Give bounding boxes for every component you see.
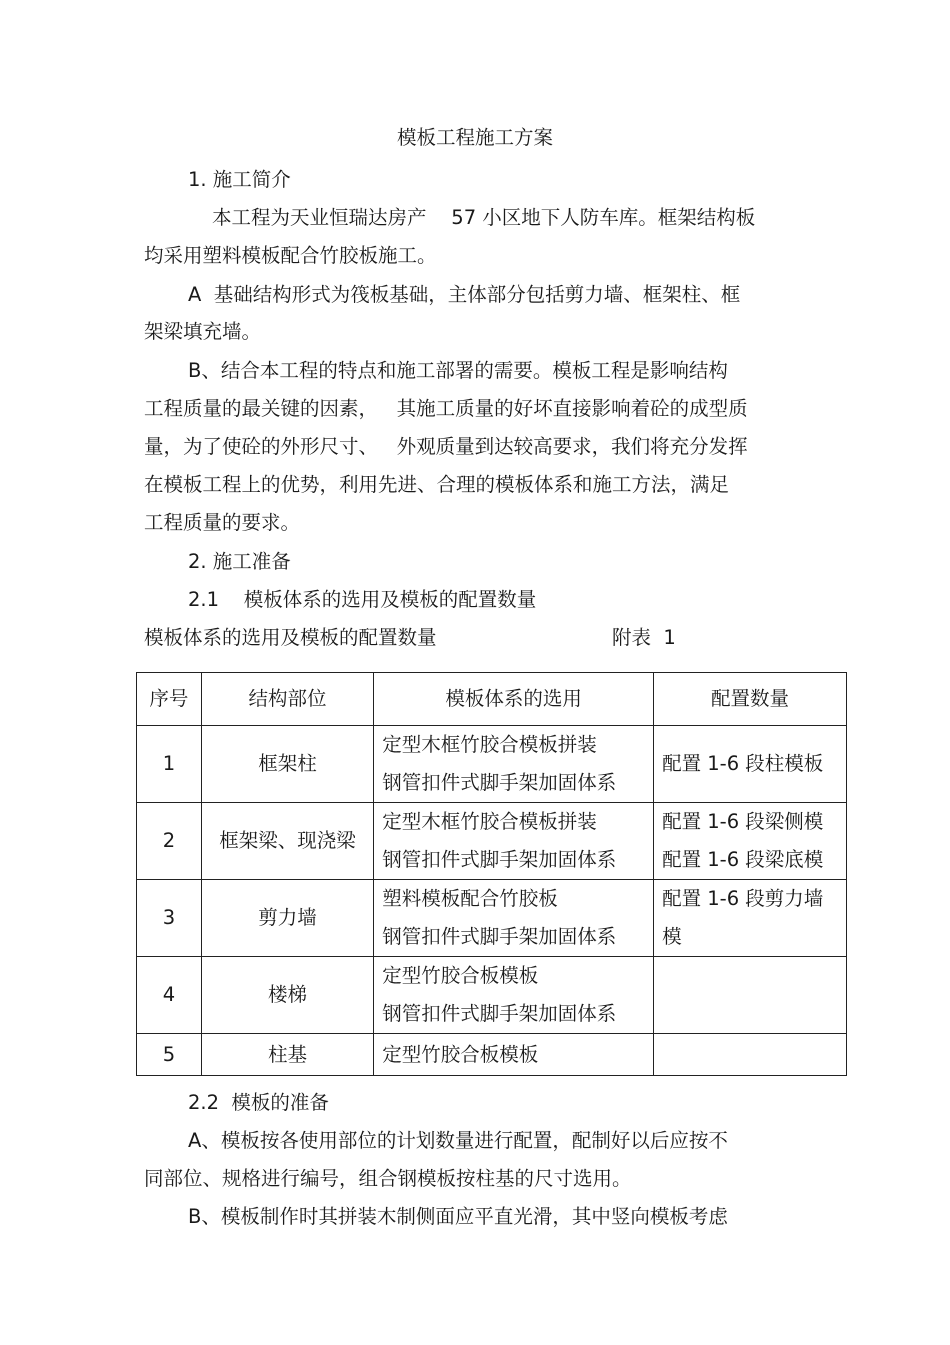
header-qty: 配置数量: [654, 673, 847, 726]
paragraph-1-line-1: 本工程为天业恒瑞达房产 57 小区地下人防车库。框架结构板: [212, 206, 756, 229]
row-qty: [654, 880, 847, 957]
table-row: [137, 726, 847, 803]
row-part: 框架柱: [201, 726, 373, 803]
table-row: [137, 957, 847, 1034]
paragraph-5-line-1: B、模板制作时其拼装木制侧面应平直光滑，其中竖向模板考虑: [188, 1205, 728, 1228]
table-row: [137, 803, 847, 880]
table-appendix-label: 附表 1: [612, 626, 676, 649]
paragraph-3-line-4: 在模板工程上的优势，利用先进、合理的模板体系和施工方法，满足: [144, 473, 730, 496]
table-caption: 模板体系的选用及模板的配置数量: [144, 626, 437, 649]
row-system: [374, 880, 654, 957]
section-2-heading: 2. 施工准备: [188, 550, 291, 573]
system-line: 定型竹胶合板模板: [382, 964, 539, 987]
row-qty: [654, 1034, 847, 1076]
table-header-row: [137, 673, 847, 726]
qty-line: 模: [662, 925, 682, 948]
system-line: 定型木框竹胶合模板拼装: [382, 810, 597, 833]
row-system: [374, 1034, 654, 1076]
qty-line: 配置 1-6 段柱模板: [662, 752, 824, 775]
row-no: 4: [137, 957, 202, 1034]
row-system: [374, 957, 654, 1034]
section-2-2-heading: 2.2 模板的准备: [188, 1091, 329, 1114]
row-no: 3: [137, 880, 202, 957]
qty-line: 配置 1-6 段梁底模: [662, 848, 824, 871]
paragraph-2-line-2: 架梁填充墙。: [144, 320, 262, 343]
qty-line: 配置 1-6 段梁侧模: [662, 810, 824, 833]
row-system: [374, 803, 654, 880]
paragraph-3-line-1: B、结合本工程的特点和施工部署的需要。模板工程是影响结构: [188, 359, 728, 382]
section-1-heading: 1. 施工简介: [188, 168, 291, 191]
system-line: 钢管扣件式脚手架加固体系: [382, 771, 617, 794]
system-line: 钢管扣件式脚手架加固体系: [382, 1002, 617, 1025]
paragraph-3-line-2: 工程质量的最关键的因素， 其施工质量的好坏直接影响着砼的成型质: [144, 397, 748, 420]
system-line: 定型木框竹胶合模板拼装: [382, 733, 597, 756]
paragraph-2-line-1: A 基础结构形式为筏板基础，主体部分包括剪力墙、框架柱、框: [188, 283, 741, 306]
system-line: 钢管扣件式脚手架加固体系: [382, 925, 617, 948]
section-2-1-heading: 2.1 模板体系的选用及模板的配置数量: [188, 588, 537, 611]
row-part: 剪力墙: [201, 880, 373, 957]
qty-line: 配置 1-6 段剪力墙: [662, 887, 824, 910]
row-qty: [654, 957, 847, 1034]
paragraph-4-line-1: A、模板按各使用部位的计划数量进行配置，配制好以后应按不: [188, 1129, 728, 1152]
document-title: 模板工程施工方案: [396, 126, 553, 149]
paragraph-1-line-2: 均采用塑料模板配合竹胶板施工。: [144, 244, 437, 267]
system-line: 塑料模板配合竹胶板: [382, 887, 558, 910]
row-part: 柱基: [201, 1034, 373, 1076]
paragraph-3-line-3: 量，为了使砼的外形尺寸、 外观质量到达较高要求，我们将充分发挥: [144, 435, 748, 458]
row-no: 2: [137, 803, 202, 880]
header-no: 序号: [137, 673, 202, 726]
table-row: [137, 880, 847, 957]
row-part: 框架梁、现浇梁: [201, 803, 373, 880]
formwork-config-table: [136, 672, 847, 1076]
row-system: [374, 726, 654, 803]
header-system: 模板体系的选用: [374, 673, 654, 726]
table-row: [137, 1034, 847, 1076]
row-qty: [654, 726, 847, 803]
paragraph-4-line-2: 同部位、规格进行编号，组合钢模板按柱基的尺寸选用。: [144, 1167, 632, 1190]
row-part: 楼梯: [201, 957, 373, 1034]
row-no: 5: [137, 1034, 202, 1076]
row-qty: [654, 803, 847, 880]
system-line: 定型竹胶合板模板: [382, 1042, 539, 1066]
row-no: 1: [137, 726, 202, 803]
system-line: 钢管扣件式脚手架加固体系: [382, 848, 617, 871]
header-part: 结构部位: [201, 673, 373, 726]
paragraph-3-line-5: 工程质量的要求。: [144, 511, 301, 534]
